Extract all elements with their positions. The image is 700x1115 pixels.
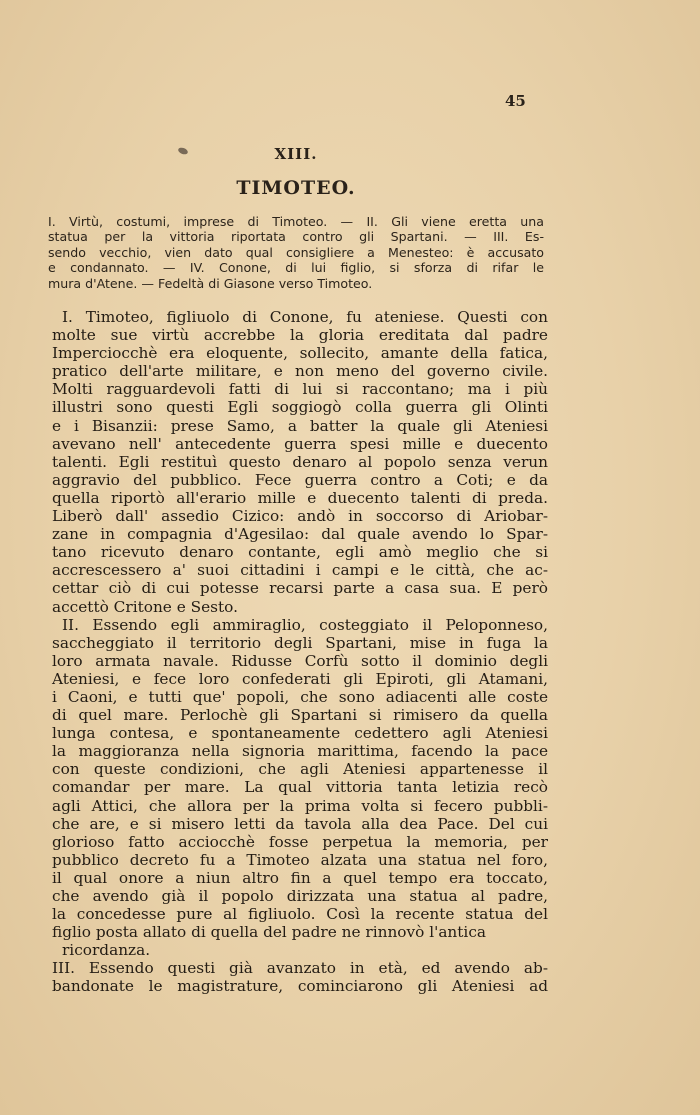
body-line: ricordanza.	[62, 941, 151, 960]
body-line: pratico dell'arte militare, e non meno del governo civile.	[52, 362, 548, 381]
body-line: i Caoni, e tutti que' popoli, che sono adiacenti alle coste	[52, 687, 548, 706]
body-line: agli Attici, che allora per la prima volta si fecero pubbli-	[52, 796, 548, 815]
body-line: saccheggiato il territorio degli Spartani, mise in fuga la	[52, 633, 548, 652]
body-line: tano ricevuto denaro contante, egli amò meglio che si	[52, 543, 548, 562]
body-line: loro armata navale. Ridusse Corfù sotto il dominio degli	[52, 651, 548, 670]
body-line: e i Bisanzii: prese Samo, a batter la quale gli Ateniesi	[52, 416, 548, 435]
body-text	[52, 308, 548, 996]
body-line: il qual onore a niun altro fin a quel tempo era toccato,	[52, 868, 548, 887]
body-line: comandar per mare. La qual vittoria tanta letizia recò	[52, 778, 548, 797]
body-line: Liberò dall' assedio Cizico: andò in soccorso di Ariobar-	[52, 507, 548, 526]
summary-line: statua per la vittoria riportata contro gli Spartani. — III. Es-	[48, 229, 544, 245]
body-line: Imperciocchè era eloquente, sollecito, amante della fatica,	[52, 344, 548, 363]
body-line: aggravio del pubblico. Fece guerra contro a Coti; e da	[52, 470, 548, 489]
body-line: pubblico decreto fu a Timoteo alzata una statua nel foro,	[52, 850, 548, 869]
body-line: figlio posta allato di quella del padre ne rinnovò l'antica	[52, 923, 487, 942]
body-line: la maggioranza nella signoria marittima, facendo la pace	[52, 742, 548, 761]
body-line: I. Timoteo, figliuolo di Conone, fu ateniese. Questi con	[62, 308, 548, 326]
body-line: che are, e si misero letti da tavola alla dea Pace. Del cui	[52, 814, 548, 833]
body-line: Molti ragguardevoli fatti di lui si raccontano; ma i più	[52, 380, 548, 399]
chapter-title: TIMOTEO.	[236, 177, 356, 199]
body-line: cettar ciò di cui potesse recarsi parte a casa sua. E però	[52, 579, 548, 598]
body-line: di quel mare. Perlochè gli Spartani si rimisero da quella	[52, 706, 548, 725]
body-line: la concedesse pure al figliuolo. Così la recente statua del	[52, 905, 548, 924]
body-line: III. Essendo questi già avanzato in età, ed avendo ab-	[52, 959, 548, 978]
summary-line: sendo vecchio, vien dato qual consigliere a Menesteo: è accusato	[48, 244, 544, 260]
chapter-number: XIII.	[274, 145, 318, 163]
body-line: bandonate le magistrature, cominciarono gli Ateniesi ad	[52, 977, 548, 996]
body-line: zane in compagnia d'Agesilao: dal quale avendo lo Spar-	[52, 525, 548, 544]
summary-line: e condannato. — IV. Conone, di lui figlio, si sforza di rifar le	[48, 260, 544, 276]
body-line: con queste condizioni, che agli Ateniesi appartenesse il	[52, 760, 548, 779]
body-line: avevano nell' antecedente guerra spesi mille e duecento	[52, 434, 548, 453]
body-line: glorioso fatto acciocchè fosse perpetua la memoria, per	[52, 832, 548, 851]
body-line: accrescessero a' suoi cittadini i campi e le città, che ac-	[52, 561, 548, 580]
summary-line: I. Virtù, costumi, imprese di Timoteo. — II. Gli viene eretta una	[48, 214, 544, 229]
body-line: illustri sono questi Egli soggiogò colla guerra gli Olinti	[52, 398, 548, 417]
page-number: 45	[505, 92, 526, 110]
body-line: talenti. Egli restituì questo denaro al popolo senza verun	[52, 452, 548, 471]
body-line: molte sue virtù accrebbe la gloria ereditata dal padre	[52, 326, 548, 345]
chapter-summary	[48, 214, 544, 291]
body-line: quella riportò all'erario mille e duecento talenti di preda.	[52, 488, 548, 507]
body-line: che avendo già il popolo dirizzata una statua al padre,	[52, 887, 548, 905]
body-line: Ateniesi, e fece loro confederati gli Epiroti, gli Atamani,	[52, 669, 548, 688]
body-line: accettò Critone e Sesto.	[52, 597, 238, 616]
body-line: II. Essendo egli ammiraglio, costeggiato il Peloponneso,	[62, 615, 548, 634]
summary-line: mura d'Atene. — Fedeltà di Giasone verso Timoteo.	[48, 275, 373, 291]
body-line: lunga contesa, e spontaneamente cedettero agli Ateniesi	[52, 724, 548, 743]
